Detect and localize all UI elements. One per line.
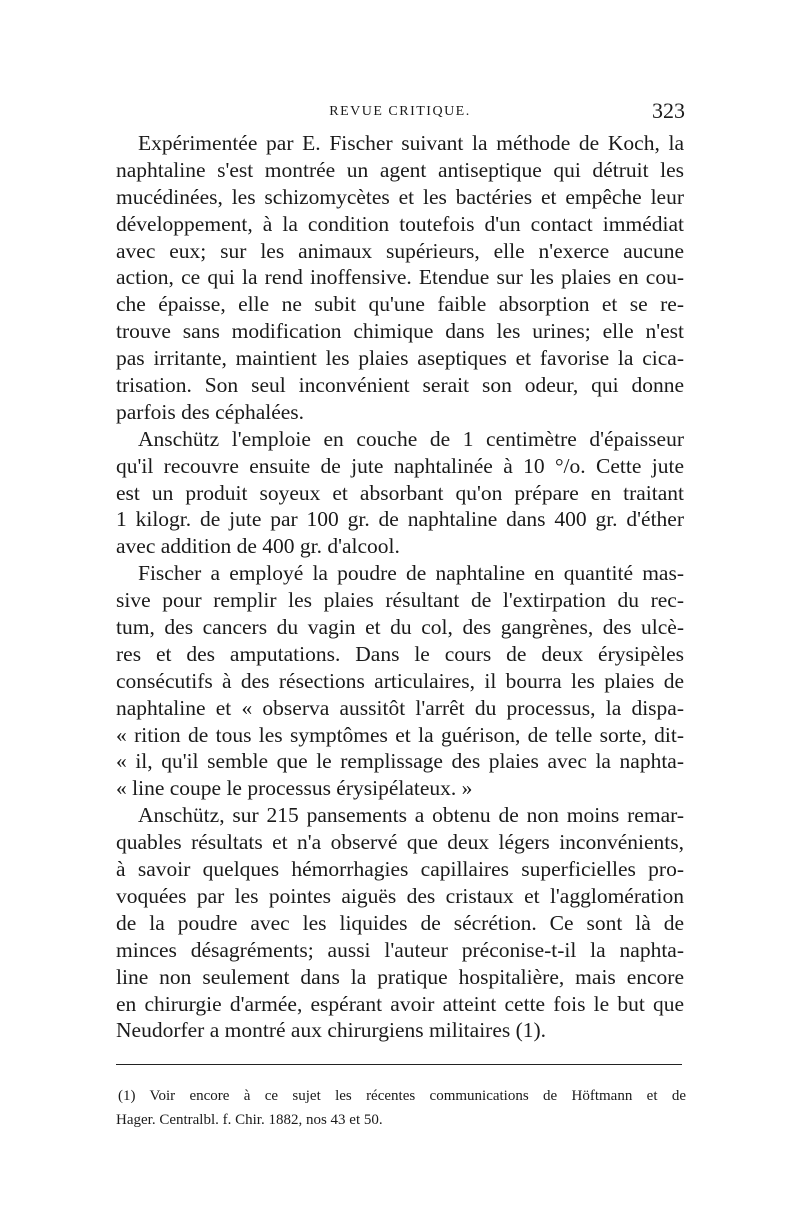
text-line: à savoir quelques hémorrhagies capillaires superficielles pro- [116, 857, 684, 882]
text-line: « line coupe le processus érysipélateux. » [116, 776, 473, 801]
text-line: naphtaline et « observa aussitôt l'arrêt du processus, la dispa- [116, 695, 684, 720]
footnote-divider [116, 1064, 682, 1065]
text-line: trisation. Son seul inconvénient serait son odeur, qui donne [116, 373, 684, 398]
footnote [116, 1084, 686, 1132]
text-line: « rition de tous les symptômes et la guérison, de telle sorte, dit- [116, 722, 684, 747]
running-head [115, 98, 685, 126]
text-line: pas irritante, maintient les plaies aseptiques et favorise la cica- [116, 346, 684, 371]
text-line: sive pour remplir les plaies résultant de l'extirpation du rec- [116, 588, 684, 613]
text-line: avec eux; sur les animaux supérieurs, elle n'exerce aucune [116, 238, 684, 263]
text-line: Expérimentée par E. Fischer suivant la méthode de Koch, la [138, 131, 684, 155]
text-line: naphtaline s'est montrée un agent antiseptique qui détruit les [116, 157, 684, 182]
text-line: Anschütz, sur 215 pansements a obtenu de non moins remar- [138, 803, 684, 828]
text-line: minces désagréments; aussi l'auteur préconise-t-il la naphta- [116, 937, 684, 962]
text-line: parfois des céphalées. [116, 399, 305, 424]
text-line: développement, à la condition toutefois d'un contact immédiat [116, 211, 684, 236]
text-line: 1 kilogr. de jute par 100 gr. de naphtaline dans 400 gr. d'éther [116, 507, 684, 532]
text-line: Fischer a employé la poudre de naphtaline en quantité mas- [138, 561, 684, 586]
text-line: quables résultats et n'a observé que deux légers inconvénients, [116, 830, 684, 855]
text-line: avec addition de 400 gr. d'alcool. [116, 534, 400, 559]
text-line: res et des amputations. Dans le cours de deux érysipèles [116, 641, 684, 666]
text-line: trouve sans modification chimique dans les urines; elle n'est [116, 319, 684, 344]
text-line: voquées par les pointes aiguës des cristaux et l'agglomération [116, 883, 684, 908]
text-line: de la poudre avec les liquides de sécrétion. Ce sont là de [116, 910, 684, 935]
text-line: mucédinées, les schizomycètes et les bactéries et empêche leur [116, 184, 684, 209]
text-line: est un produit soyeux et absorbant qu'on prépare en traitant [116, 480, 684, 505]
text-line: en chirurgie d'armée, espérant avoir atteint cette fois le but que [116, 991, 684, 1016]
text-line: « il, qu'il semble que le remplissage des plaies avec la naphta- [116, 749, 684, 774]
text-line: action, ce qui la rend inoffensive. Etendue sur les plaies en cou- [116, 265, 684, 290]
text-line: Neudorfer a montré aux chirurgiens militaires (1). [116, 1018, 547, 1043]
text-line: line non seulement dans la pratique hospitalière, mais encore [116, 964, 684, 989]
footnote-line: Hager. Centralbl. f. Chir. 1882, nos 43 et 50. [116, 1112, 383, 1128]
body-text [116, 130, 684, 1044]
footnote-line: (1) Voir encore à ce sujet les récentes communications de Höftmann et de [118, 1088, 686, 1104]
text-line: consécutifs à des résections articulaires, il bourra les plaies de [116, 668, 684, 693]
page-number: 323 [652, 98, 685, 123]
text-line: Anschütz l'emploie en couche de 1 centimètre d'épaisseur [138, 426, 684, 451]
text-line: qu'il recouvre ensuite de jute naphtalinée à 10 °/o. Cette jute [116, 453, 684, 478]
running-title: REVUE CRITIQUE. [329, 104, 471, 119]
text-line: tum, des cancers du vagin et du col, des gangrènes, des ulcè- [116, 615, 684, 640]
text-line: che épaisse, elle ne subit qu'une faible absorption et se re- [116, 292, 684, 317]
